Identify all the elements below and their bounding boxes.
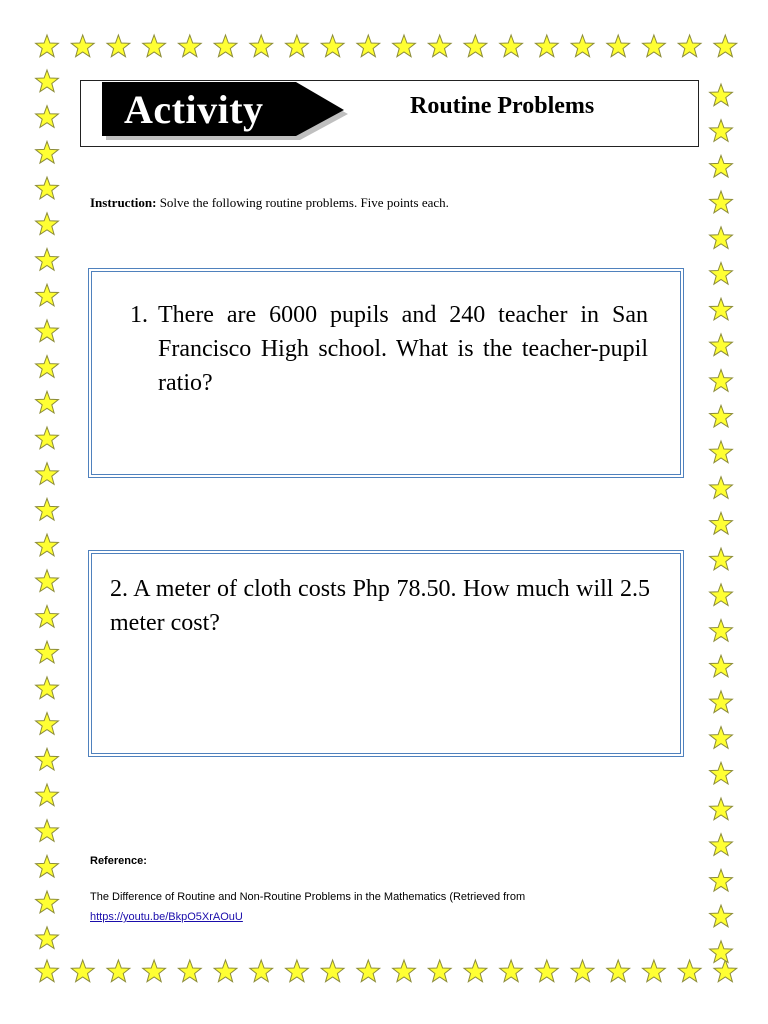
star-icon <box>36 320 59 342</box>
star-icon <box>607 960 630 982</box>
star-icon <box>710 727 733 749</box>
problem-text-2: 2. A meter of cloth costs Php 78.50. How much will 2.5 meter cost? <box>110 576 650 636</box>
star-icon <box>710 334 733 356</box>
star-icon <box>36 35 59 57</box>
star-icon <box>214 960 237 982</box>
star-icon <box>321 960 344 982</box>
star-icon <box>428 35 451 57</box>
star-icon <box>643 960 666 982</box>
star-icon <box>357 35 380 57</box>
star-icon <box>710 263 733 285</box>
star-icon <box>107 35 130 57</box>
star-icon <box>714 35 737 57</box>
star-icon <box>464 35 487 57</box>
star-icon <box>36 855 59 877</box>
problem-text-1: There are 6000 pupils and 240 teacher in San Francisco High school. What is the teacher-pupil ratio? <box>158 302 648 396</box>
star-icon <box>710 441 733 463</box>
star-icon <box>250 35 273 57</box>
star-icon <box>286 35 309 57</box>
problem-number-1: 1. <box>130 302 148 328</box>
star-icon <box>710 762 733 784</box>
activity-banner <box>100 80 350 140</box>
instruction-text: Solve the following routine problems. Five points each. <box>156 195 449 210</box>
star-icon <box>143 960 166 982</box>
star-icon <box>36 141 59 163</box>
star-icon <box>36 570 59 592</box>
star-icon <box>500 960 523 982</box>
star-icon <box>36 213 59 235</box>
star-icon <box>36 784 59 806</box>
star-icon <box>643 35 666 57</box>
star-icon <box>36 463 59 485</box>
star-icon <box>36 713 59 735</box>
star-icon <box>178 960 201 982</box>
star-icon <box>535 960 558 982</box>
activity-label: Activity <box>124 87 264 132</box>
star-icon <box>36 927 59 949</box>
star-icon <box>710 620 733 642</box>
star-icon <box>710 191 733 213</box>
star-icon <box>36 960 59 982</box>
star-icon <box>710 227 733 249</box>
star-icon <box>36 284 59 306</box>
star-icon <box>710 655 733 677</box>
star-icon <box>710 370 733 392</box>
star-icon <box>71 35 94 57</box>
star-icon <box>250 960 273 982</box>
star-icon <box>321 35 344 57</box>
star-icon <box>710 691 733 713</box>
page-title: Routine Problems <box>410 93 595 119</box>
star-icon <box>107 960 130 982</box>
star-icon <box>710 798 733 820</box>
reference-citation: The Difference of Routine and Non-Routine Problems in the Mathematics (Retrieved from <box>90 891 526 903</box>
star-icon <box>178 35 201 57</box>
star-icon <box>710 512 733 534</box>
star-icon <box>464 960 487 982</box>
problem-box-1 <box>88 268 684 478</box>
star-icon <box>36 891 59 913</box>
star-icon <box>143 35 166 57</box>
problem-box-2 <box>88 550 684 757</box>
star-icon <box>36 606 59 628</box>
star-icon <box>710 548 733 570</box>
reference-label: Reference: <box>90 855 147 867</box>
star-icon <box>36 748 59 770</box>
star-icon <box>36 106 59 128</box>
star-icon <box>36 498 59 520</box>
star-icon <box>36 820 59 842</box>
reference-link[interactable]: https://youtu.be/BkpO5XrAOuU <box>90 911 243 923</box>
star-icon <box>571 35 594 57</box>
star-icon <box>571 960 594 982</box>
star-icon <box>710 584 733 606</box>
star-icon <box>710 941 733 963</box>
star-icon <box>36 677 59 699</box>
star-icon <box>710 155 733 177</box>
star-icon <box>214 35 237 57</box>
star-icon <box>678 35 701 57</box>
star-icon <box>678 960 701 982</box>
star-icon <box>71 960 94 982</box>
star-icon <box>710 905 733 927</box>
star-icon <box>393 35 416 57</box>
star-icon <box>36 427 59 449</box>
star-icon <box>500 35 523 57</box>
star-icon <box>393 960 416 982</box>
instruction <box>90 195 449 211</box>
star-icon <box>607 35 630 57</box>
star-icon <box>710 84 733 106</box>
star-icon <box>357 960 380 982</box>
star-icon <box>428 960 451 982</box>
star-icon <box>710 405 733 427</box>
star-icon <box>36 391 59 413</box>
reference-text <box>90 887 650 927</box>
star-icon <box>710 834 733 856</box>
star-icon <box>36 249 59 271</box>
star-icon <box>710 477 733 499</box>
star-icon <box>710 869 733 891</box>
star-icon <box>36 534 59 556</box>
star-icon <box>36 641 59 663</box>
star-icon <box>286 960 309 982</box>
star-icon <box>535 35 558 57</box>
star-icon <box>710 298 733 320</box>
star-icon <box>36 70 59 92</box>
star-icon <box>36 177 59 199</box>
star-icon <box>714 960 737 982</box>
star-icon <box>710 120 733 142</box>
instruction-label: Instruction: <box>90 195 157 210</box>
star-icon <box>36 356 59 378</box>
